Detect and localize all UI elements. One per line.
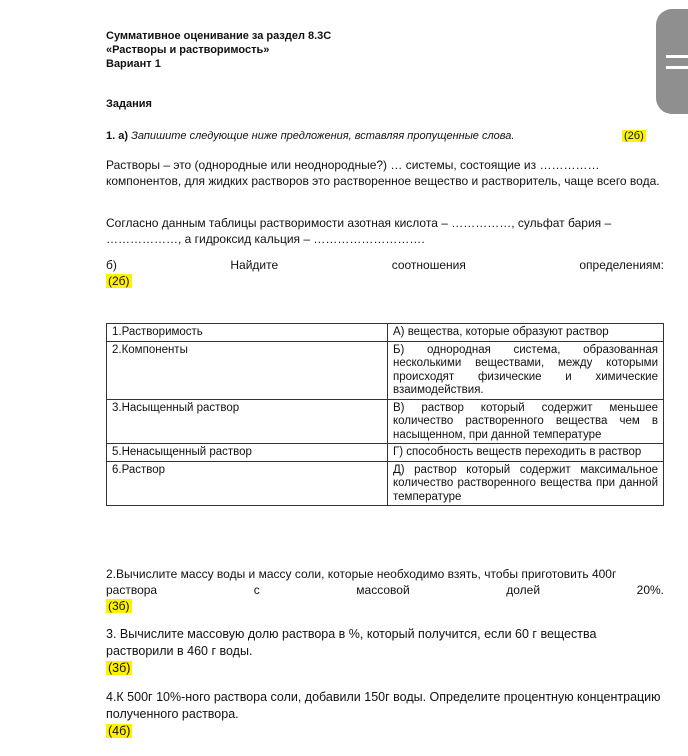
table-row	[107, 461, 664, 506]
task1b-points-line	[106, 273, 132, 289]
task1b-word: соотношения	[391, 258, 466, 272]
task1-number: 1. а)	[106, 130, 129, 142]
menu-tab-button[interactable]	[656, 9, 688, 114]
task2-word: раствора	[106, 583, 158, 597]
definition-cell: Г) способность веществ переходить в раствор	[388, 444, 664, 462]
task1b-line	[106, 257, 664, 273]
header-subtitle: «Растворы и растворимость»	[106, 44, 270, 56]
task1b-word: Найдите	[230, 258, 279, 272]
task4	[106, 689, 664, 740]
table-row	[107, 444, 664, 462]
task2-line2	[106, 582, 664, 598]
task2-points: (3б)	[108, 599, 130, 613]
task2-word: долей	[506, 583, 541, 597]
term-cell: 1.Растворимость	[107, 324, 388, 342]
task2-line1: 2.Вычислите массу воды и массу соли, которые необходимо взять, чтобы приготовить 400г	[106, 567, 617, 581]
term-cell: 5.Ненасыщенный раствор	[107, 444, 388, 462]
task2-word: массовой	[356, 583, 410, 597]
section-title: Задания	[106, 98, 152, 110]
definition-cell: А) вещества, которые образуют раствор	[388, 324, 664, 342]
table-row	[107, 341, 664, 399]
task4-points: (4б)	[108, 724, 131, 738]
task1-paragraph2: Согласно данным таблицы растворимости азотная кислота – ……………, сульфат бария – ………………, а гидроксид кальция – ……………………….	[106, 216, 612, 246]
task1b-word: б)	[106, 258, 117, 272]
task3	[106, 626, 664, 677]
task2-word: с	[253, 583, 260, 597]
definition-cell: Д) раствор который содержит максимальное количество растворенного вещества при данной температуре	[388, 461, 664, 506]
definition-cell: В) раствор который содержит меньшее количество растворенного вещества чем в насыщенном, при данной температуре	[388, 399, 664, 444]
table-row	[107, 324, 664, 342]
document-header	[106, 29, 331, 71]
matching-table	[106, 323, 664, 506]
task2-word: 20%.	[636, 583, 664, 597]
task1-points: (2б)	[624, 130, 644, 142]
header-variant: Вариант 1	[106, 58, 161, 70]
header-title: Суммативное оценивание за раздел 8.3С	[106, 30, 332, 42]
task1-instruction: Запишите следующие ниже предложения, вставляя пропущенные слова.	[131, 130, 515, 142]
task1-paragraph1: Растворы – это (однородные или неоднородные?) … системы, состоящие из …………… компонентов, для жидких растворов это растворенное вещество и растворитель, чаще всего вода.	[106, 158, 660, 188]
task4-text: 4.К 500г 10%-ного раствора соли, добавили 150г воды. Определите процентную концентрацию полученного раствора.	[106, 690, 661, 721]
task1b-word: определениям:	[579, 258, 664, 272]
task1b-points: (2б)	[108, 274, 130, 288]
term-cell: 6.Раствор	[107, 461, 388, 506]
term-cell: 3.Насыщенный раствор	[107, 399, 388, 444]
task2	[106, 566, 664, 614]
task3-text: 3. Вычислите массовую долю раствора в %, который получится, если 60 г вещества растворили в 460 г воды.	[106, 627, 597, 658]
task1-heading	[106, 130, 666, 142]
task3-points: (3б)	[108, 661, 131, 675]
table-row	[107, 399, 664, 444]
term-cell: 2.Компоненты	[107, 341, 388, 399]
definition-cell: Б) однородная система, образованная несколькими веществами, между которыми происходят физические и химические взаимодействия.	[388, 341, 664, 399]
